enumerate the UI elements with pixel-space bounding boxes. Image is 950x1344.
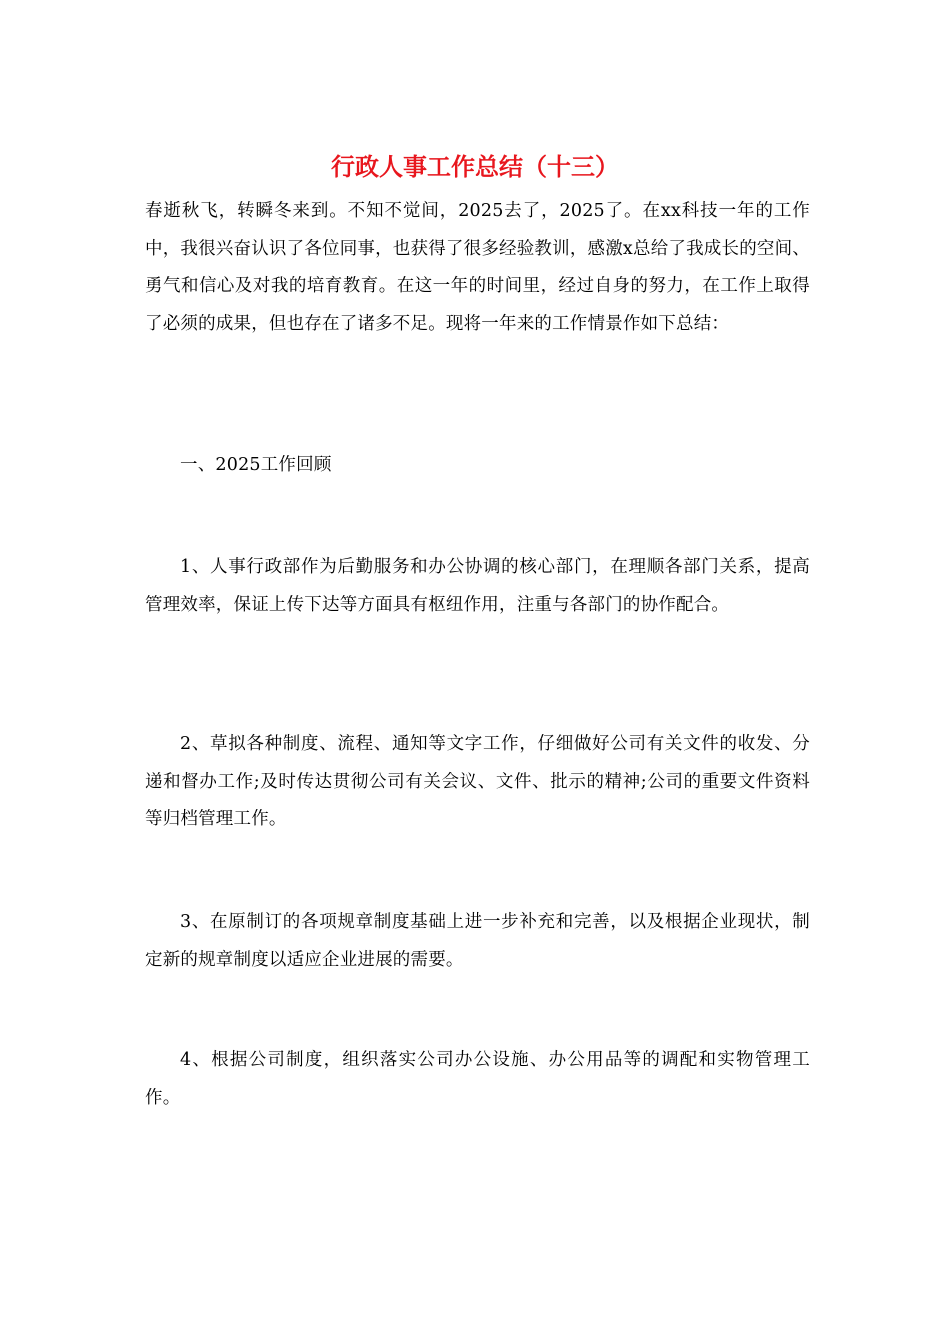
list-item: 3、在原制订的各项规章制度基础上进一步补充和完善，以及根据企业现状，制定新的规章制度以适应企业进展的需要。 [145, 912, 810, 970]
page-title: 行政人事工作总结（十三） [331, 152, 619, 181]
intro-paragraph: 春逝秋飞，转瞬冬来到。不知不觉间，2025去了，2025了。在xx科技一年的工作中，我很兴奋认识了各位同事，也获得了很多经验教训，感激x总给了我成长的空间、勇气和信心及对我的培育教育。在这一年的时间里，经过自身的努力，在工作上取得了必须的成果，但也存在了诸多不足。现将一年来的工作情景作如下总结： [145, 201, 810, 334]
section-heading: 一、2025工作回顾 [180, 455, 332, 475]
list-item: 2、草拟各种制度、流程、通知等文字工作，仔细做好公司有关文件的收发、分递和督办工作;及时传达贯彻公司有关会议、文件、批示的精神;公司的重要文件资料等归档管理工作。 [145, 734, 810, 829]
list-item: 1、人事行政部作为后勤服务和办公协调的核心部门，在理顺各部门关系，提高管理效率，保证上传下达等方面具有枢纽作用，注重与各部门的协作配合。 [145, 557, 810, 615]
list-item: 4、根据公司制度，组织落实公司办公设施、办公用品等的调配和实物管理工作。 [145, 1050, 810, 1108]
